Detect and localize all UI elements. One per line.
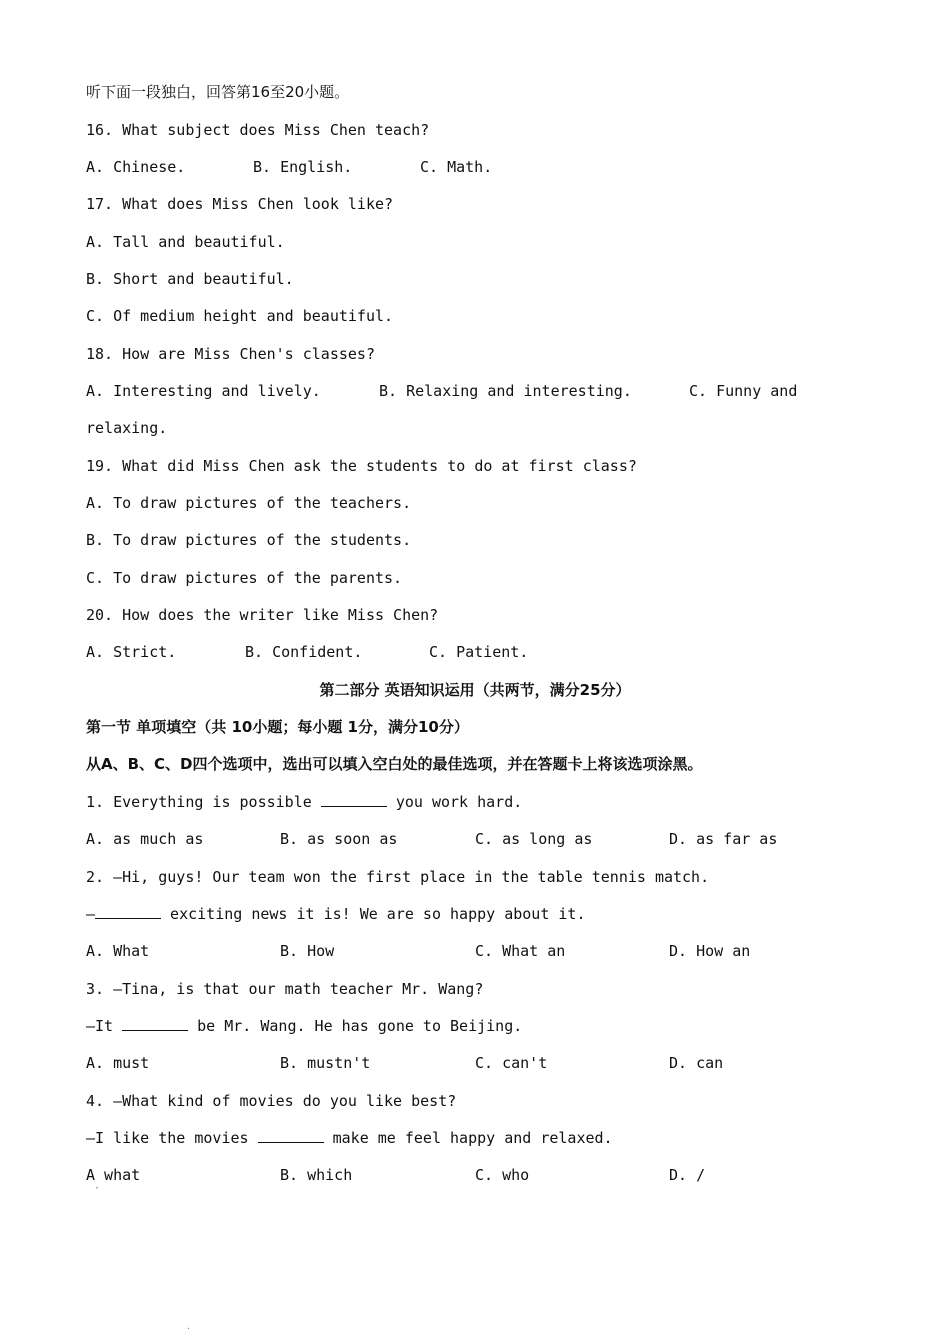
mc-3-option-d: D. can [669, 1054, 724, 1072]
mc-2-option-b: B. How [280, 942, 335, 960]
question-19-option-a: A. To draw pictures of the teachers. [86, 494, 412, 512]
answer-blank [321, 792, 387, 807]
mc-4-option-a: A what [86, 1166, 141, 1184]
question-16-option-c: C. Math. [420, 158, 493, 176]
mc-2-option-a: A. What [86, 942, 150, 960]
mc-4-option-c: C. who [475, 1166, 530, 1184]
mc-3-reply-before: —It [86, 1017, 123, 1035]
question-16-stem: 16. What subject does Miss Chen teach? [86, 121, 430, 139]
question-18-option-b: B. Relaxing and interesting. [379, 382, 632, 400]
part-2-title: 第二部分 英语知识运用（共两节，满分25分） [319, 681, 631, 699]
question-16-option-a: A. Chinese. [86, 158, 186, 176]
mc-4-reply [86, 1128, 613, 1148]
mc-2-reply [86, 904, 585, 924]
mc-3-option-b: B. mustn't [280, 1054, 371, 1072]
question-18-stem: 18. How are Miss Chen's classes? [86, 345, 375, 363]
mc-3-stem: 3. —Tina, is that our math teacher Mr. Wang? [86, 980, 484, 998]
mc-2-option-c: C. What an [475, 942, 566, 960]
question-18-option-c-continued: relaxing. [86, 419, 168, 437]
question-19-option-c: C. To draw pictures of the parents. [86, 569, 403, 587]
mc-1-option-c: C. as long as [475, 830, 593, 848]
mc-4-option-d: D. / [669, 1166, 706, 1184]
section-1-title: 第一节 单项填空（共 10小题；每小题 1分，满分10分） [86, 718, 469, 736]
mc-3-option-a: A. must [86, 1054, 150, 1072]
mc-2-option-d: D. How an [669, 942, 751, 960]
mc-2-reply-after: exciting news it is! We are so happy about it. [161, 905, 586, 923]
question-17-option-b: B. Short and beautiful. [86, 270, 294, 288]
question-17-stem: 17. What does Miss Chen look like? [86, 195, 394, 213]
question-17-option-c: C. Of medium height and beautiful. [86, 307, 394, 325]
mc-1-option-d: D. as far as [669, 830, 778, 848]
mc-1-stem-after: you work hard. [386, 793, 523, 811]
mc-4-reply-before: —I like the movies [86, 1129, 258, 1147]
question-20-option-b: B. Confident. [245, 643, 363, 661]
answer-blank [122, 1016, 188, 1031]
section-1-instruction: 从A、B、C、D四个选项中，选出可以填入空白处的最佳选项，并在答题卡上将该选项涂黑。 [86, 755, 703, 773]
mc-4-reply-after: make me feel happy and relaxed. [323, 1129, 613, 1147]
question-20-stem: 20. How does the writer like Miss Chen? [86, 606, 439, 624]
mc-4-stem: 4. —What kind of movies do you like best? [86, 1092, 457, 1110]
answer-blank [258, 1128, 324, 1143]
listening-intro: 听下面一段独白，回答第16至20小题。 [86, 83, 350, 101]
mc-2-stem: 2. —Hi, guys! Our team won the first place in the table tennis match. [86, 868, 710, 886]
answer-blank [95, 904, 161, 919]
mc-3-option-c: C. can't [475, 1054, 548, 1072]
mc-1-option-a: A. as much as [86, 830, 204, 848]
question-20-option-c: C. Patient. [429, 643, 529, 661]
mc-1-option-b: B. as soon as [280, 830, 398, 848]
mc-2-reply-before: — [86, 905, 96, 923]
stray-mark: · [186, 1324, 191, 1333]
mc-1-stem-before: 1. Everything is possible [86, 793, 321, 811]
question-17-option-a: A. Tall and beautiful. [86, 233, 285, 251]
question-19-option-b: B. To draw pictures of the students. [86, 531, 412, 549]
question-19-stem: 19. What did Miss Chen ask the students to do at first class? [86, 457, 637, 475]
stray-mark: · [94, 1183, 101, 1194]
mc-4-option-b: B. which [280, 1166, 353, 1184]
question-16-option-b: B. English. [253, 158, 353, 176]
question-20-option-a: A. Strict. [86, 643, 177, 661]
question-18-option-c: C. Funny and [689, 382, 798, 400]
question-18-option-a: A. Interesting and lively. [86, 382, 321, 400]
mc-1-stem [86, 792, 522, 812]
mc-3-reply-after: be Mr. Wang. He has gone to Beijing. [188, 1017, 523, 1035]
mc-3-reply [86, 1016, 522, 1036]
